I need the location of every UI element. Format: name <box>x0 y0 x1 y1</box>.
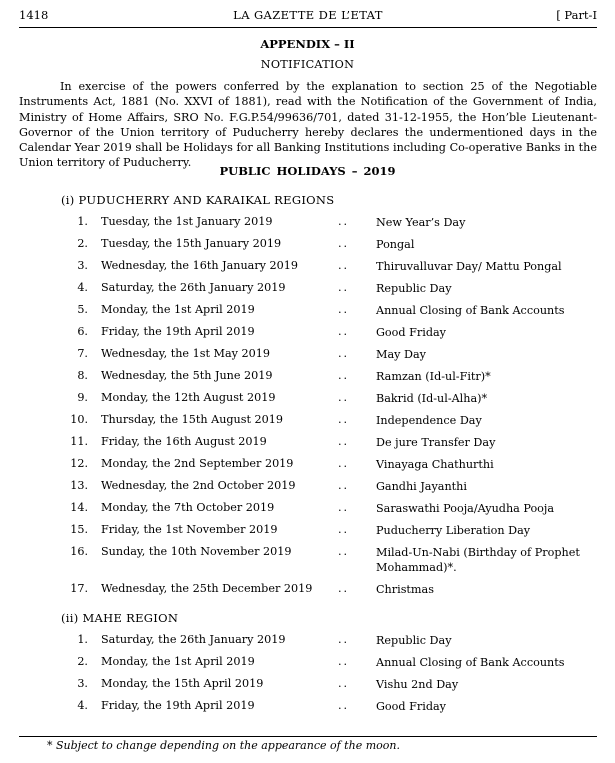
holiday-name: Annual Closing of Bank Accounts <box>376 656 565 669</box>
leader-dots: .. <box>338 545 350 558</box>
row-number: 4. <box>77 281 88 294</box>
holiday-name: Independence Day <box>376 414 482 427</box>
holiday-name: Ramzan (Id-ul-Fitr)* <box>376 370 491 383</box>
holiday-name: Gandhi Jayanthi <box>376 480 467 493</box>
leader-dots: .. <box>338 369 350 382</box>
leader-dots: .. <box>338 633 350 646</box>
holiday-row <box>0 237 615 259</box>
holiday-row <box>0 582 615 604</box>
row-number: 14. <box>70 501 88 514</box>
holiday-date: Monday, the 1st April 2019 <box>101 303 255 316</box>
leader-dots: .. <box>338 699 350 712</box>
row-number: 12. <box>70 457 88 470</box>
row-number: 1. <box>77 215 88 228</box>
holiday-date: Monday, the 7th October 2019 <box>101 501 275 514</box>
holiday-date: Monday, the 15th April 2019 <box>101 677 264 690</box>
section-heading: (i) PUDUCHERRY AND KARAIKAL REGIONS <box>61 193 335 207</box>
leader-dots: .. <box>338 457 350 470</box>
row-number: 1. <box>77 633 88 646</box>
holiday-date: Thursday, the 15th August 2019 <box>101 413 284 426</box>
leader-dots: .. <box>338 582 350 595</box>
holiday-row <box>0 391 615 413</box>
leader-dots: .. <box>338 479 350 492</box>
footnote: * Subject to change depending on the appearance of the moon. <box>47 739 400 752</box>
leader-dots: .. <box>338 677 350 690</box>
holiday-row <box>0 303 615 325</box>
leader-dots: .. <box>338 391 350 404</box>
leader-dots: .. <box>338 303 350 316</box>
appendix-heading: APPENDIX – II <box>260 37 355 51</box>
holiday-row <box>0 215 615 237</box>
leader-dots: .. <box>338 215 350 228</box>
holiday-name: Christmas <box>376 583 434 596</box>
row-number: 9. <box>77 391 88 404</box>
holiday-date: Wednesday, the 5th June 2019 <box>101 369 273 382</box>
row-number: 6. <box>77 325 88 338</box>
leader-dots: .. <box>338 237 350 250</box>
leader-dots: .. <box>338 259 350 272</box>
holiday-name: Annual Closing of Bank Accounts <box>376 304 565 317</box>
leader-dots: .. <box>338 655 350 668</box>
holiday-name: Puducherry Liberation Day <box>376 524 531 537</box>
holiday-row <box>0 501 615 523</box>
row-number: 2. <box>77 237 88 250</box>
holiday-date: Wednesday, the 25th December 2019 <box>101 582 313 595</box>
row-number: 8. <box>77 369 88 382</box>
holiday-date: Wednesday, the 2nd October 2019 <box>101 479 296 492</box>
page-header <box>19 8 597 26</box>
leader-dots: .. <box>338 435 350 448</box>
notification-paragraph: In exercise of the powers conferred by the explanation to section 25 of the Negotiable Instruments Act, 1881 (No. XXVI of 1881), read with the Notification of the Government of India, Ministry of Home Affairs, SRO No. F.G.P.54/99636/701, dated 31-12-1955, the Hon’ble Lieutenant-Governor of the Union territory of Puducherry hereby declares the undermentioned days in the Calendar Year 2019 shall be Holidays for all Banking Institutions including Co-operative Banks in the Union territory of Puducherry. <box>19 80 597 170</box>
holiday-date: Tuesday, the 1st January 2019 <box>101 215 273 228</box>
row-number: 7. <box>77 347 88 360</box>
holiday-name: Vishu 2nd Day <box>376 678 459 691</box>
leader-dots: .. <box>338 325 350 338</box>
leader-dots: .. <box>338 501 350 514</box>
holiday-date: Saturday, the 26th January 2019 <box>101 633 286 646</box>
leader-dots: .. <box>338 523 350 536</box>
holiday-name: De jure Transfer Day <box>376 436 496 449</box>
holiday-date: Wednesday, the 1st May 2019 <box>101 347 270 360</box>
holiday-row <box>0 413 615 435</box>
holiday-date: Saturday, the 26th January 2019 <box>101 281 286 294</box>
holiday-date: Sunday, the 10th November 2019 <box>101 545 292 558</box>
leader-dots: .. <box>338 413 350 426</box>
holiday-row <box>0 545 615 574</box>
row-number: 11. <box>70 435 88 448</box>
row-number: 13. <box>70 479 88 492</box>
holiday-row <box>0 457 615 479</box>
holiday-name: Republic Day <box>376 282 452 295</box>
gazette-title: LA GAZETTE DE L’ETAT <box>233 8 383 22</box>
holiday-row <box>0 435 615 457</box>
holiday-date: Friday, the 16th August 2019 <box>101 435 267 448</box>
footnote-divider <box>19 736 597 737</box>
holiday-date: Tuesday, the 15th January 2019 <box>101 237 282 250</box>
holiday-name: Saraswathi Pooja/Ayudha Pooja <box>376 502 555 515</box>
holiday-row <box>0 633 615 655</box>
holiday-date: Monday, the 2nd September 2019 <box>101 457 294 470</box>
holiday-date: Friday, the 19th April 2019 <box>101 325 255 338</box>
holiday-row <box>0 479 615 501</box>
holiday-name: Good Friday <box>376 700 446 713</box>
holiday-row <box>0 699 615 721</box>
section-heading: (ii) MAHE REGION <box>61 611 179 625</box>
public-holidays-title: PUBLIC HOLIDAYS – 2019 <box>219 164 396 178</box>
row-number: 2. <box>77 655 88 668</box>
holiday-date: Friday, the 19th April 2019 <box>101 699 255 712</box>
page-number: 1418 <box>19 8 49 22</box>
row-number: 10. <box>70 413 88 426</box>
row-number: 15. <box>70 523 88 536</box>
holiday-row <box>0 281 615 303</box>
holiday-row <box>0 677 615 699</box>
holiday-name: May Day <box>376 348 426 361</box>
row-number: 5. <box>77 303 88 316</box>
holiday-name: New Year’s Day <box>376 216 466 229</box>
holiday-date: Wednesday, the 16th January 2019 <box>101 259 299 272</box>
holiday-row <box>0 325 615 347</box>
header-divider <box>19 27 597 28</box>
holiday-row <box>0 347 615 369</box>
row-number: 3. <box>77 259 88 272</box>
holiday-row <box>0 259 615 281</box>
holiday-row <box>0 523 615 545</box>
row-number: 16. <box>70 545 88 558</box>
part-label: [ Part-I <box>556 8 597 22</box>
holiday-row <box>0 369 615 391</box>
row-number: 4. <box>77 699 88 712</box>
holiday-name: Pongal <box>376 238 415 251</box>
holiday-date: Monday, the 1st April 2019 <box>101 655 255 668</box>
holiday-name: Bakrid (Id-ul-Alha)* <box>376 392 488 405</box>
row-number: 3. <box>77 677 88 690</box>
holiday-name: Republic Day <box>376 634 452 647</box>
holiday-row <box>0 655 615 677</box>
leader-dots: .. <box>338 281 350 294</box>
holiday-date: Monday, the 12th August 2019 <box>101 391 276 404</box>
leader-dots: .. <box>338 347 350 360</box>
holiday-name: Milad-Un-Nabi (Birthday of Prophet Mohammad)*. <box>376 546 580 574</box>
row-number: 17. <box>70 582 88 595</box>
holiday-name: Good Friday <box>376 326 446 339</box>
holiday-name: Vinayaga Chathurthi <box>376 458 494 471</box>
notification-heading: NOTIFICATION <box>260 58 355 71</box>
holiday-date: Friday, the 1st November 2019 <box>101 523 278 536</box>
holiday-name: Thiruvalluvar Day/ Mattu Pongal <box>376 260 562 273</box>
